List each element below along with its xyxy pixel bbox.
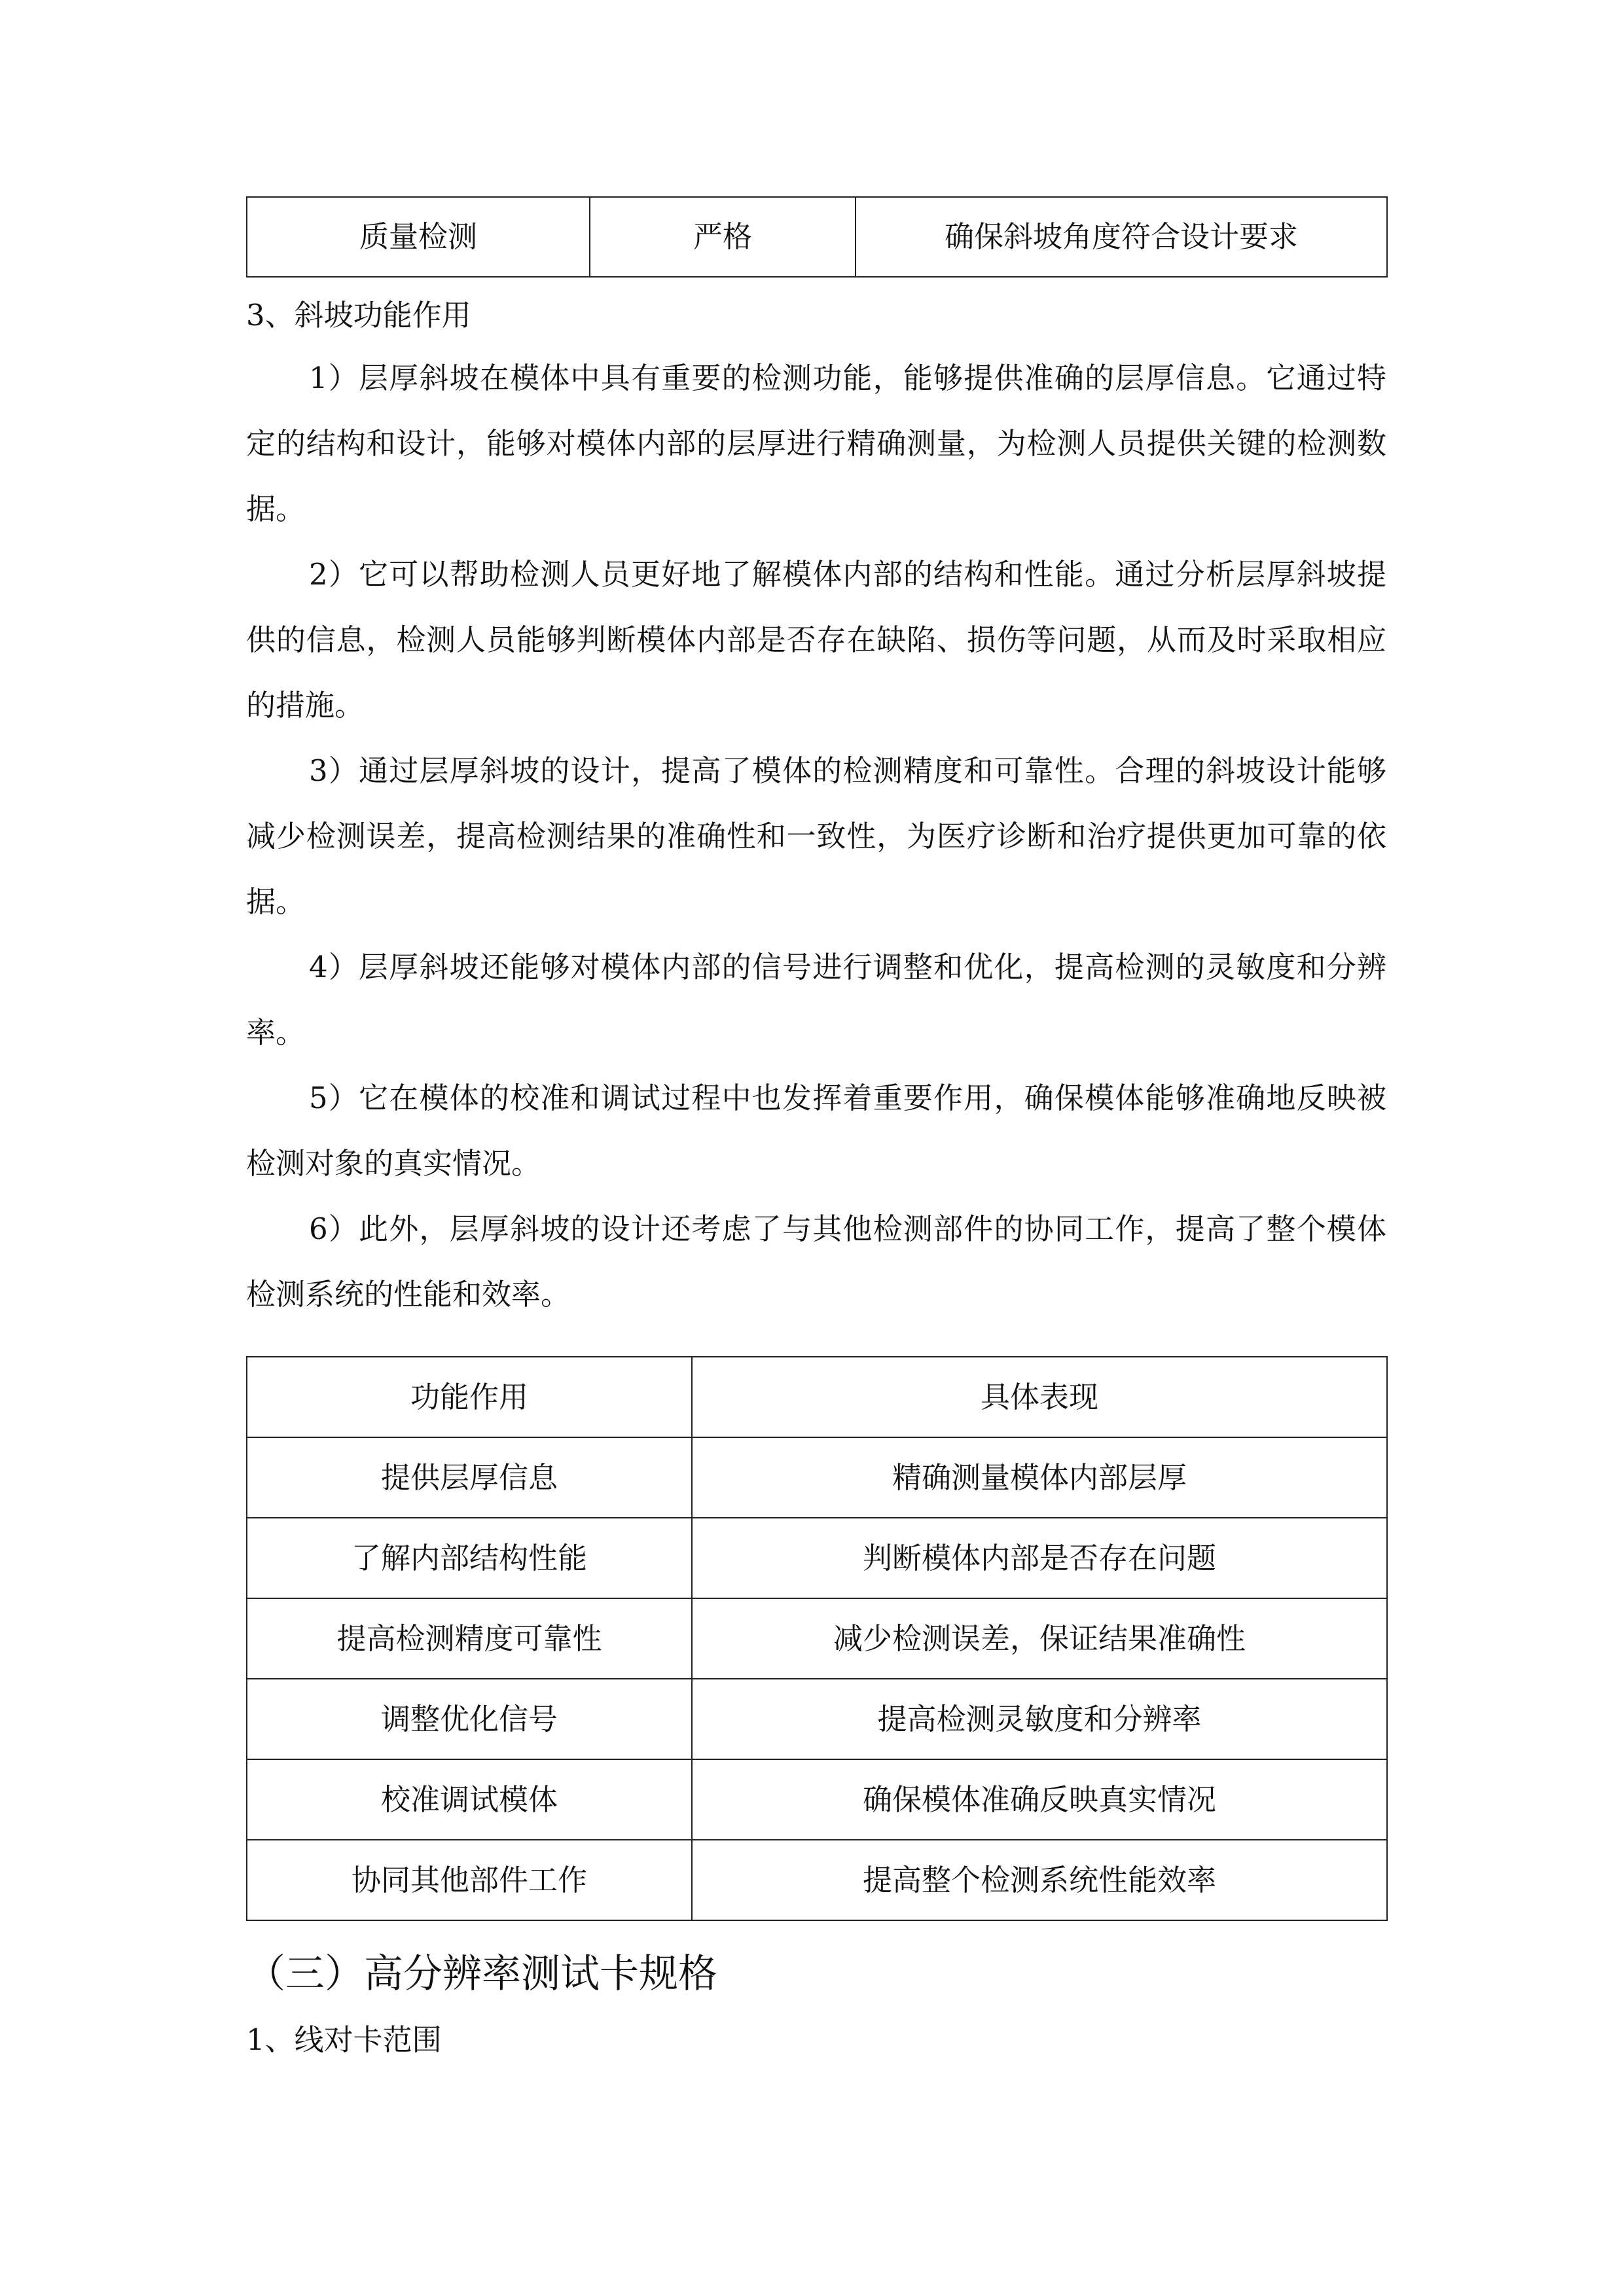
table-cell: 质量检测 bbox=[247, 197, 590, 277]
table-cell: 减少检测误差，保证结果准确性 bbox=[692, 1598, 1387, 1679]
table-cell: 确保斜坡角度符合设计要求 bbox=[856, 197, 1387, 277]
paragraph: 1）层厚斜坡在模体中具有重要的检测功能，能够提供准确的层厚信息。它通过特定的结构和设计，能够对模体内部的层厚进行精确测量，为检测人员提供关键的检测数据。 bbox=[246, 361, 1386, 526]
table-row bbox=[247, 1437, 1387, 1518]
table-cell: 了解内部结构性能 bbox=[247, 1518, 692, 1598]
table-row bbox=[247, 1679, 1387, 1759]
table-cell: 协同其他部件工作 bbox=[247, 1840, 692, 1920]
table-cell: 精确测量模体内部层厚 bbox=[692, 1437, 1387, 1518]
table-row bbox=[247, 1840, 1387, 1920]
paragraph: 5）它在模体的校准和调试过程中也发挥着重要作用，确保模体能够准确地反映被检测对象的真实情况。 bbox=[246, 1081, 1386, 1181]
quality-table bbox=[246, 196, 1388, 278]
paragraph: 4）层厚斜坡还能够对模体内部的信号进行调整和优化，提高检测的灵敏度和分辨率。 bbox=[246, 950, 1386, 1050]
section-title: （三）高分辨率测试卡规格 bbox=[246, 1951, 717, 1997]
table-row bbox=[247, 1598, 1387, 1679]
table-row bbox=[247, 1759, 1387, 1840]
table-cell: 严格 bbox=[590, 197, 856, 277]
table-header-row bbox=[247, 1357, 1387, 1437]
table-header: 功能作用 bbox=[247, 1357, 692, 1437]
table-cell: 提高整个检测系统性能效率 bbox=[692, 1840, 1387, 1920]
section-body bbox=[246, 346, 1386, 1327]
table-cell: 调整优化信号 bbox=[247, 1679, 692, 1759]
subsection-heading: 1、线对卡范围 bbox=[246, 2022, 442, 2057]
table-cell: 校准调试模体 bbox=[247, 1759, 692, 1840]
table-row bbox=[247, 197, 1387, 277]
table-cell: 判断模体内部是否存在问题 bbox=[692, 1518, 1387, 1598]
table-cell: 提供层厚信息 bbox=[247, 1437, 692, 1518]
table-header: 具体表现 bbox=[692, 1357, 1387, 1437]
section-heading: 3、斜坡功能作用 bbox=[246, 298, 471, 332]
table-row bbox=[247, 1518, 1387, 1598]
table-cell: 提高检测灵敏度和分辨率 bbox=[692, 1679, 1387, 1759]
function-table bbox=[246, 1356, 1388, 1921]
paragraph: 3）通过层厚斜坡的设计，提高了模体的检测精度和可靠性。合理的斜坡设计能够减少检测误差，提高检测结果的准确性和一致性，为医疗诊断和治疗提供更加可靠的依据。 bbox=[246, 753, 1386, 919]
table-cell: 提高检测精度可靠性 bbox=[247, 1598, 692, 1679]
paragraph: 2）它可以帮助检测人员更好地了解模体内部的结构和性能。通过分析层厚斜坡提供的信息，检测人员能够判断模体内部是否存在缺陷、损伤等问题，从而及时采取相应的措施。 bbox=[246, 557, 1386, 723]
table-cell: 确保模体准确反映真实情况 bbox=[692, 1759, 1387, 1840]
paragraph: 6）此外，层厚斜坡的设计还考虑了与其他检测部件的协同工作，提高了整个模体检测系统的性能和效率。 bbox=[246, 1211, 1386, 1312]
